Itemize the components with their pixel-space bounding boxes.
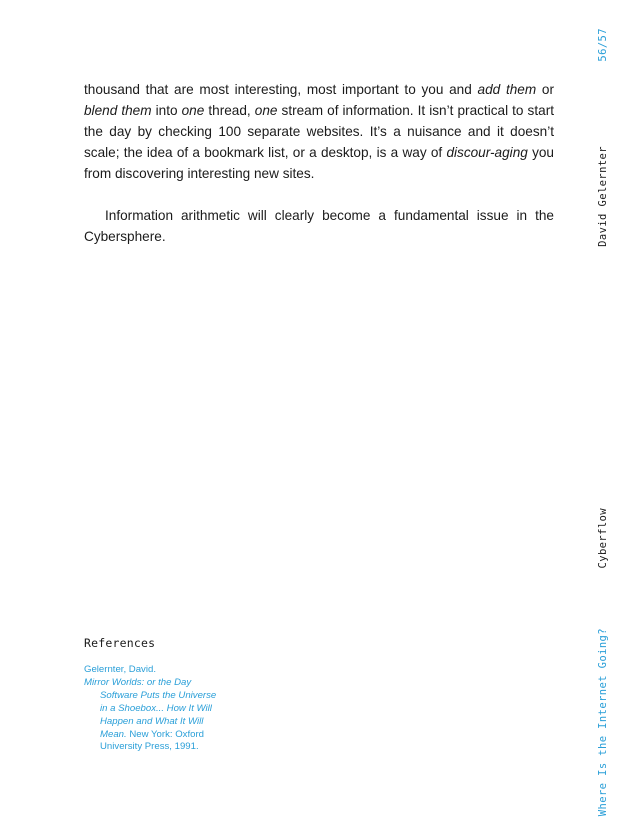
reference-title-line bbox=[84, 677, 244, 690]
references-heading: References bbox=[84, 636, 156, 650]
paragraph-1-segment: stream of information. It isn’t practical to start the day by checking 100 separate websites. It’s a nuisance and it doesn’t scale; the idea of a bookmark list, or a desktop, is a way of bbox=[84, 103, 554, 160]
paragraph-1-segment: you from discovering interesting new sites. bbox=[84, 145, 554, 181]
paragraph-1-segment: into bbox=[151, 103, 182, 118]
paragraph-1-segment: thousand that are most interesting, most important to you and bbox=[84, 82, 478, 97]
running-header-chapter: Cyberflow bbox=[597, 508, 609, 569]
reference-title-text: Happen and What It Will bbox=[100, 715, 204, 727]
reference-title-line bbox=[84, 716, 244, 729]
page-number: 56/57 bbox=[597, 28, 609, 62]
reference-title-text: Software Puts the Universe bbox=[100, 689, 217, 701]
paragraph-1-segment: or bbox=[536, 82, 554, 97]
reference-title-text: Mirror Worlds: or the Day bbox=[84, 676, 192, 688]
paragraph-1-emphasis: discour-aging bbox=[446, 145, 528, 160]
paragraph-1-emphasis: one bbox=[254, 103, 278, 118]
reference-publisher-line: University Press, 1991. bbox=[100, 741, 199, 753]
paragraph-2: Information arithmetic will clearly become a fundamental issue in the Cybersphere. bbox=[84, 208, 554, 244]
running-header-book-title: Where Is the Internet Going? bbox=[597, 628, 609, 817]
reference-publisher: New York: Oxford bbox=[126, 728, 204, 740]
running-header-author: David Gelernter bbox=[597, 146, 609, 247]
reference-title-line bbox=[84, 729, 244, 742]
reference-title-text: in a Shoebox... How It Will bbox=[100, 702, 212, 714]
paragraph-1-emphasis: blend them bbox=[84, 103, 152, 118]
reference-title-line bbox=[84, 703, 244, 716]
reference-author: Gelernter, David. bbox=[84, 664, 156, 675]
paragraph-1-segment: thread, bbox=[204, 103, 255, 118]
paragraph-1 bbox=[84, 79, 554, 184]
references-section bbox=[84, 636, 244, 754]
reference-title-text: Mean. bbox=[100, 728, 127, 740]
paragraph-1-emphasis: add them bbox=[477, 82, 537, 97]
body-text bbox=[84, 79, 554, 247]
reference-entry bbox=[84, 664, 244, 754]
reference-title-line bbox=[84, 690, 244, 703]
paragraph-1-emphasis: one bbox=[181, 103, 205, 118]
running-header bbox=[593, 28, 613, 817]
